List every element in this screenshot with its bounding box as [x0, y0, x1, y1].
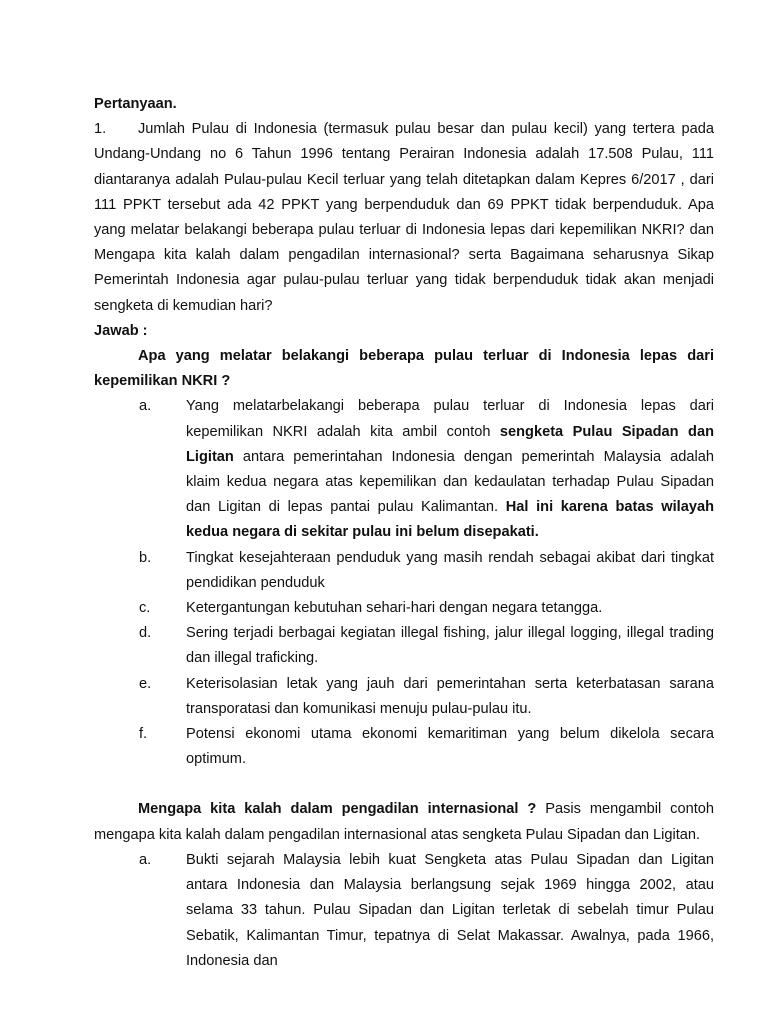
question-paragraph — [94, 117, 714, 319]
section2-paragraph — [94, 797, 714, 847]
list-item-text: Keterisolasian letak yang jauh dari pemerintahan serta keterbatasan sarana transporatasi dan komunikasi menuju pulau-pulau itu. — [186, 675, 714, 717]
list-item — [139, 672, 714, 722]
question-number: 1. — [94, 121, 107, 138]
paragraph-gap — [94, 772, 714, 797]
section1-title: Apa yang melatar belakangi beberapa pulau terluar di Indonesia lepas dari kepemilikan NKRI ? — [94, 348, 714, 390]
list-item — [139, 394, 714, 545]
heading: Pertanyaan. — [94, 96, 177, 112]
list-marker: c. — [139, 600, 151, 617]
list-item-text: Bukti sejarah Malaysia lebih kuat Sengketa atas Pulau Sipadan dan Ligitan antara Indonesia dan Malaysia berlangsung sejak 1969 hingga 2002, atau selama 33 tahun. Pulau Sipadan dan Ligitan terletak di sebelah timur Pulau Sebatik, Kalimantan Timur, tepatnya di Selat Makassar. Awalnya, pada 1966, Indonesia dan — [186, 851, 714, 969]
list-item-text: Tingkat kesejahteraan penduduk yang masih rendah sebagai akibat dari tingkat pendidikan penduduk — [186, 549, 714, 591]
list-marker: f. — [139, 726, 148, 743]
question-1 — [94, 117, 714, 319]
answer-label: Jawab : — [94, 322, 148, 339]
item-text-part: Yang melatarbelakangi beberapa pulau terluar di Indonesia lepas dari kepemilikan NKRI adalah kita ambil contoh — [186, 398, 714, 440]
item-text-part: antara pemerintahan Indonesia dengan pemerintah Malaysia adalah klaim kedua negara atas kepemilikan dan kedaulatan terhadap Pulau Sipadan dan Ligitan di lepas pantai pulau Kalimantan. — [186, 448, 714, 516]
list-item — [139, 722, 714, 772]
section2-intro: Pasis mengambil contoh mengapa kita kalah dalam pengadilan internasional atas sengketa Pulau Sipadan dan Ligitan. — [94, 801, 714, 843]
list-item-text: Potensi ekonomi utama ekonomi kemaritiman yang belum dikelola secara optimum. — [186, 726, 714, 768]
section2-title: Mengapa kita kalah dalam pengadilan internasional ? — [138, 801, 537, 818]
section2-list — [139, 848, 714, 974]
list-item — [139, 596, 714, 621]
list-item — [139, 621, 714, 671]
item-bold-part: sengketa Pulau Sipadan dan Ligitan — [186, 423, 714, 465]
list-marker: e. — [139, 675, 152, 692]
list-marker: a. — [139, 851, 152, 868]
question-text: Jumlah Pulau di Indonesia (termasuk pulau besar dan pulau kecil) yang tertera pada Undang-Undang no 6 Tahun 1996 tentang Perairan Indonesia adalah 17.508 Pulau, 111 diantaranya adalah Pulau-pulau Kecil terluar yang telah ditetapkan dalam Kepres 6/2017 , dari 111 PPKT tersebut ada 42 PPKT yang berpenduduk dan 69 PPKT tidak berpenduduk. Apa yang melatar belakangi beberapa pulau terluar di Indonesia lepas dari kepemilikan NKRI? dan Mengapa kita kalah dalam pengadilan internasional? serta Bagaimana seharusnya Sikap Pemerintah Indonesia agar pulau-pulau terluar yang tidak berpenduduk tidak akan menjadi sengketa di kemudian hari? — [94, 121, 714, 314]
list-marker: d. — [139, 625, 152, 642]
list-item-text — [186, 394, 714, 545]
section1-list — [139, 394, 714, 772]
list-marker: a. — [139, 398, 152, 415]
list-item — [139, 546, 714, 596]
item-bold-part: Hal ini karena batas wilayah kedua negara di sekitar pulau ini belum disepakati. — [186, 499, 714, 541]
list-item-text: Sering terjadi berbagai kegiatan illegal fishing, jalur illegal logging, illegal trading dan illegal traficking. — [186, 625, 714, 667]
list-item — [139, 848, 714, 974]
list-item-text: Ketergantungan kebutuhan sehari-hari dengan negara tetangga. — [186, 600, 603, 617]
list-marker: b. — [139, 549, 152, 566]
